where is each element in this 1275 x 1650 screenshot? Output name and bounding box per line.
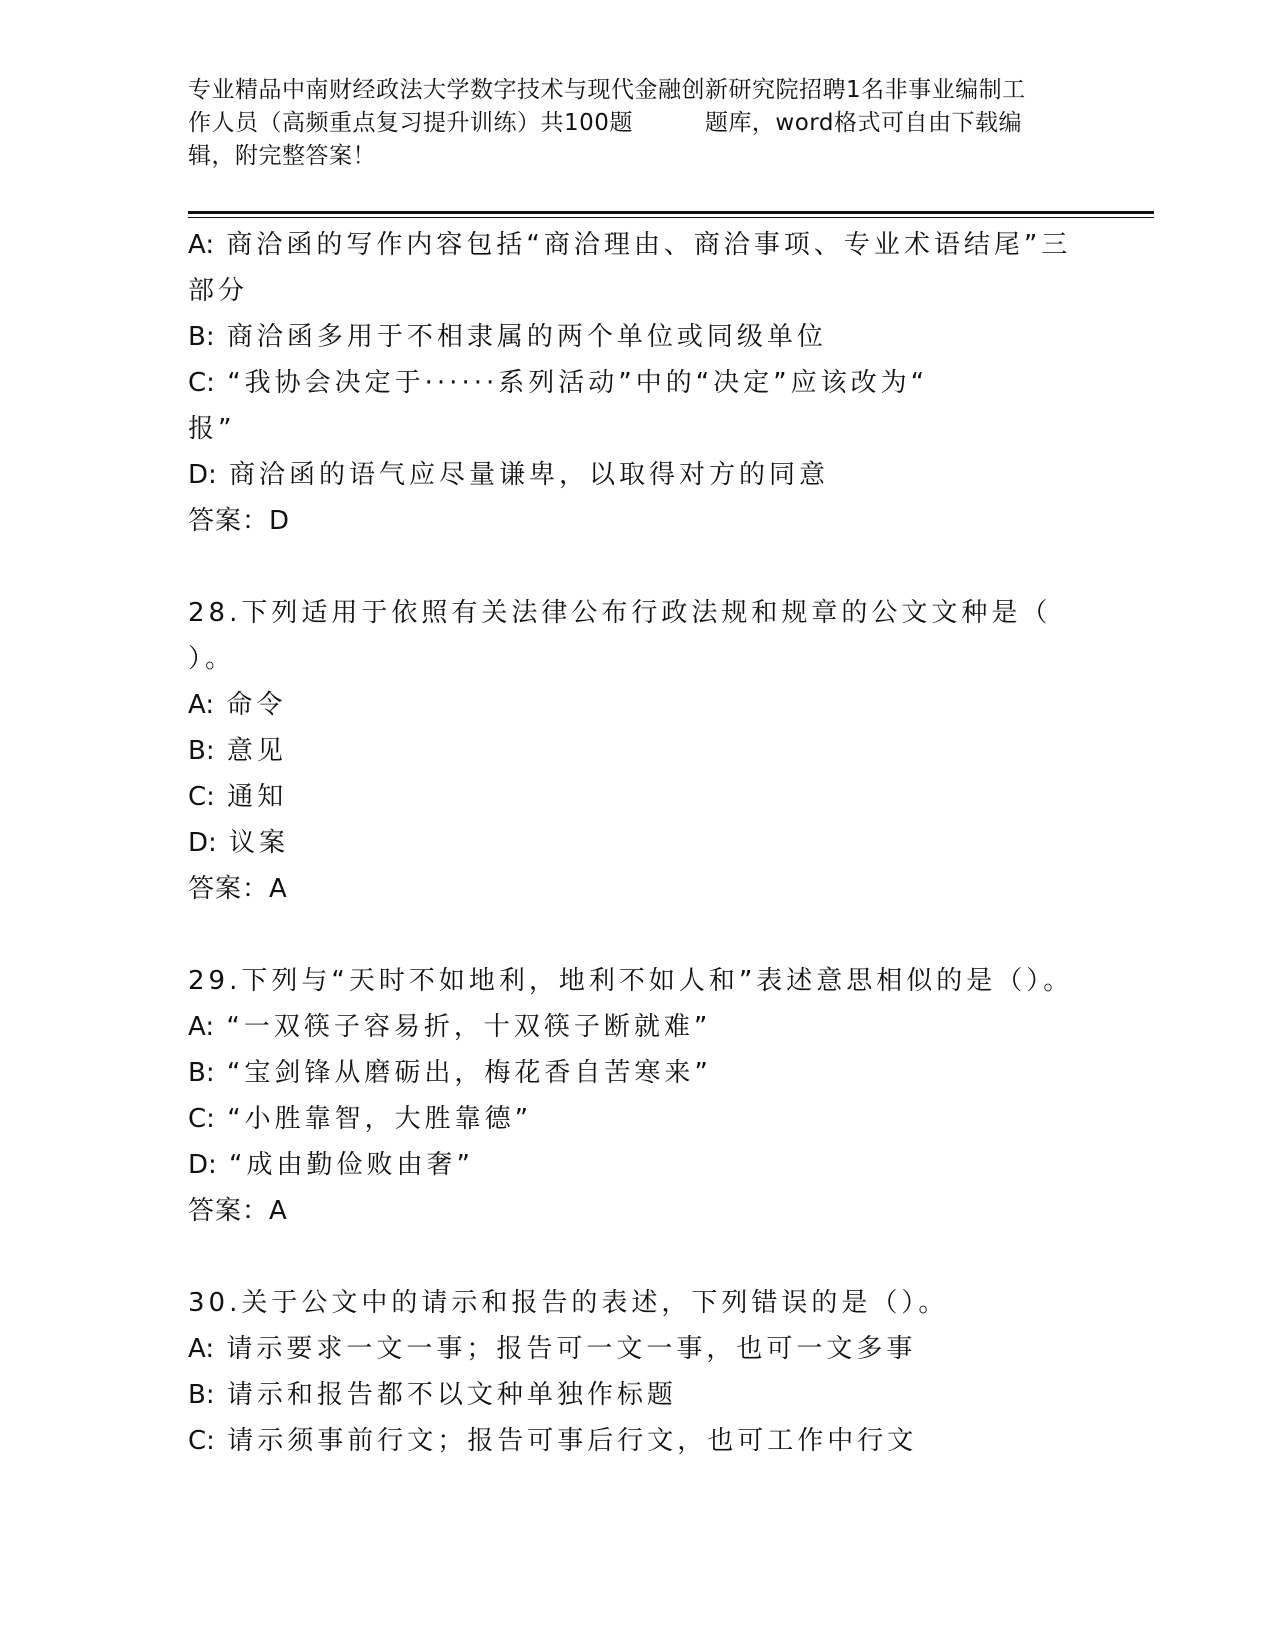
option-text: 通知	[227, 782, 288, 812]
option-key: A:	[188, 1012, 215, 1042]
option-b	[188, 1050, 1088, 1096]
option-text: 商洽函的语气应尽量谦卑，以取得对方的同意	[229, 460, 830, 490]
option-key: B:	[188, 736, 215, 766]
option-b	[188, 314, 1088, 360]
question-stem: 30.关于公文中的请示和报告的表述，下列错误的是（）。	[188, 1288, 949, 1318]
header-line-2-part-2: 题库，word格式可自由下载编	[704, 110, 1022, 136]
option-key: B:	[188, 322, 215, 352]
answer: 答案：D	[188, 506, 291, 536]
option-c	[188, 1418, 1088, 1464]
option-key: C:	[188, 782, 215, 812]
question-28	[188, 590, 1088, 912]
option-text: 请示须事前行文；报告可事后行文，也可工作中行文	[227, 1426, 918, 1456]
option-key: A:	[188, 690, 215, 720]
option-c	[188, 1096, 1088, 1142]
option-d	[188, 820, 1088, 866]
header-line-1: 专业精品中南财经政法大学数字技术与现代金融创新研究院招聘1名非事业编制工	[188, 77, 1026, 103]
option-key: A:	[188, 1334, 215, 1364]
option-text: 请示要求一文一事；报告可一文一事，也可一文多事	[226, 1334, 917, 1364]
option-text: 议案	[229, 828, 290, 858]
option-key: C:	[188, 1104, 215, 1134]
option-c-line-2: 报”	[188, 414, 236, 444]
option-key: A:	[188, 230, 215, 260]
option-a	[188, 682, 1088, 728]
option-c	[188, 774, 1088, 820]
header-line-2-part-1: 作人员（高频重点复习提升训练）共100题	[188, 110, 633, 136]
option-text: 命令	[226, 690, 287, 720]
option-b	[188, 728, 1088, 774]
answer: 答案：A	[188, 1196, 288, 1226]
option-text: “小胜靠智，大胜靠德”	[227, 1104, 533, 1134]
header-line-3: 辑，附完整答案！	[188, 143, 376, 169]
question-stem-line-1: 28.下列适用于依照有关法律公布行政法规和规章的公文文种是（	[188, 598, 1052, 628]
option-a	[188, 1326, 1088, 1372]
option-d	[188, 452, 1088, 498]
option-a-line-2: 部分	[188, 276, 249, 306]
option-text: 商洽函多用于不相隶属的两个单位或同级单位	[226, 322, 827, 352]
question-stem: 29.下列与“天时不如地利，地利不如人和”表述意思相似的是（）。	[188, 966, 1074, 996]
header-line-2	[188, 107, 1088, 140]
option-key: C:	[188, 368, 215, 398]
option-text: 请示和报告都不以文种单独作标题	[226, 1380, 677, 1410]
option-text: “一双筷子容易折，十双筷子断就难”	[226, 1012, 712, 1042]
option-text: “成由勤俭败由奢”	[229, 1150, 474, 1180]
question-content	[188, 222, 1088, 1464]
option-d	[188, 1142, 1088, 1188]
answer: 答案：A	[188, 874, 288, 904]
option-a	[188, 1004, 1088, 1050]
option-text: “宝剑锋从磨砺出，梅花香自苦寒来”	[226, 1058, 712, 1088]
option-key: D:	[188, 828, 217, 858]
option-key: C:	[188, 1426, 215, 1456]
prev-question	[188, 222, 1088, 544]
header-divider-thin	[188, 217, 1154, 218]
option-key: B:	[188, 1380, 215, 1410]
question-stem-line-2: ）。	[188, 644, 236, 674]
option-c-line-1	[188, 360, 1088, 406]
option-key: B:	[188, 1058, 215, 1088]
question-29	[188, 958, 1088, 1234]
option-key: D:	[188, 460, 217, 490]
option-text: 意见	[226, 736, 287, 766]
header-divider-thick	[188, 211, 1154, 214]
document-header	[188, 74, 1088, 173]
option-key: D:	[188, 1150, 217, 1180]
option-a-line-1	[188, 222, 1088, 268]
option-b	[188, 1372, 1088, 1418]
option-text: 商洽函的写作内容包括“商洽理由、商洽事项、专业术语结尾”三	[226, 230, 1072, 260]
option-text: “我协会决定于······系列活动”中的“决定”应该改为“	[227, 368, 929, 398]
question-30	[188, 1280, 1088, 1464]
